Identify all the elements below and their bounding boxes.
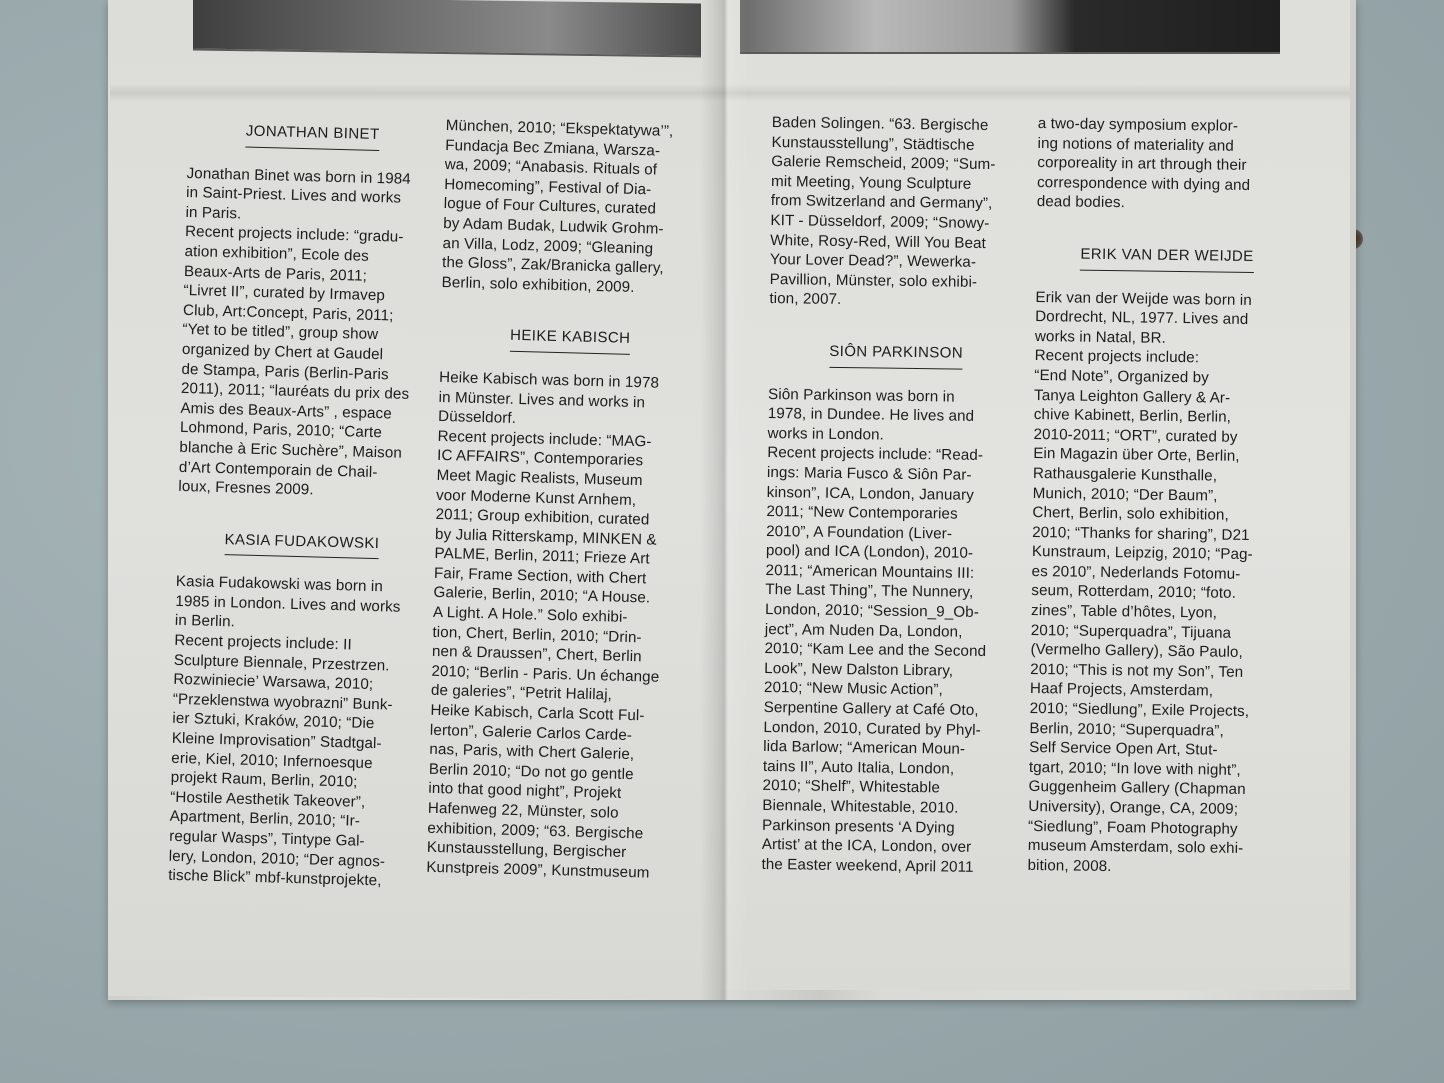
artist-heading: ERIK VAN DER WEIJDE	[1080, 245, 1254, 273]
artist-bio-continued: München, 2010; “Ekspektatywa’”, Fundacja Bec Zmiana, Warsza- wa, 2009; “Anabasis. Rituals of Homecoming”, Festival of Dia- logue of Four Cultures, curated by Adam Budak, Ludwik Grohm- an Villa, Lodz, 2009; “Gleaning the Gloss”, Zak/Branicka gallery, Berlin, solo exhibition, 2009.	[441, 116, 674, 296]
artist-bio-continued: a two-day symposium explor- ing notions of materiality and corporeality in art through their correspondence with dying and dead bodies.	[1036, 114, 1251, 212]
photo-strip-left	[193, 0, 701, 58]
artist-heading: SIÔN PARKINSON	[829, 342, 963, 369]
column-1	[168, 120, 438, 892]
artist-bio: Heike Kabisch was born in 1978 in Münster. Lives and works in Düsseldorf. Recent projects include: “MAG- IC AFFAIRS”, Contemporaries Meet Magic Realists, Museum voor Moderne Kunst Arnhem, 2011; Group exhibition, curated by Julia Ritterskamp, MINKEN & PALME, Berlin, 2011; Frieze Art Fair, Frame Section, with Chert Galerie, Berlin, 2010; “A House. A Light. A Hole.” Solo exhibi- tion, Chert, Berlin, 2010; “Drin- nen & Draussen”, Chert, Berlin 2010; “Berlin - Paris. Un échange de galeries”, “Petrit Halilaj, Heike Kabisch, Carla Scott Ful- lerton”, Galerie Carlos Carde- nas, Paris, with Chert Galerie, Berlin 2010; “Do not go gentle into that good night”, Projekt Hafenweg 22, Münster, solo exhibition, 2009; “63. Bergische Kunstausstellung, Bergischer Kunstpreis 2009”, Kunstmuseum	[426, 368, 660, 882]
artist-bio: Kasia Fudakowski was born in 1985 in London. Lives and works in Berlin. Recent projects include: II Sculpture Biennale, Przestrzen. Rozwiniecie’ Warsawa, 2010; “Przeklenstwa wyobrazni” Bunk- ier Sztuki, Kraków, 2010; “Die Kleine Improvisation” Stadtgal- erie, Kiel, 2010; Infernoesque projekt Raum, Berlin, 2010; “Hostile Aesthetik Takeover”, Apartment, Berlin, 2010; “Ir- regular Wasps”, Tintype Gal- lery, London, 2010; “Der agnos- tische Blick” mbf-kunstprojekte,	[167, 573, 401, 890]
artist-bio: Siôn Parkinson was born in 1978, in Dundee. He lives and works in London. Recent projects include: “Read- ings: Maria Fusco & Siôn Par- kinson”, ICA, London, January 2011; “New Contemporaries 2010”, A Foundation (Liver- pool) and ICA (London), 2010- 2011; “American Mountains III: The Last Thing”, The Nunnery, London, 2010; “Session_9_Ob- ject”, Am Nuden Da, London, 2010; “Kam Lee and the Second Look”, New Dalston Library, 2010; “New Music Action”, Serpentine Gallery at Café Oto, London, 2010, Curated by Phyl- lida Barlow; “American Moun- tains II”, Auto Italia, London, 2010; “Shelf”, Whitestable Biennale, Whitestable, 2010. Parkinson presents ‘A Dying Artist’ at the ICA, London, over the Easter weekend, April 2011	[761, 385, 987, 876]
artist-heading: JONATHAN BINET	[245, 122, 379, 151]
column-2	[426, 116, 706, 884]
artist-bio: Jonathan Binet was born in 1984 in Saint-Priest. Lives and works in Paris. Recent projects include: “gradu- ation exhibition”, Ecole des Beaux-Arts de Paris, 2011; “Livret II”, curated by Irmavep Club, Art:Concept, Paris, 2011; “Yet to be titled”, group show organized by Chert at Gaudel de Stampa, Paris (Berlin-Paris 2011), 2011; “lauréats du prix des Amis des Beaux-Arts” , espace Lohmond, Paris, 2010; “Carte blanche à Eric Suchère”, Maison d’Art Contemporain de Chail- loux, Fresnes 2009.	[178, 164, 412, 499]
column-4	[1027, 114, 1300, 879]
center-fold	[700, 0, 748, 1000]
artist-heading: HEIKE KABISCH	[510, 326, 631, 355]
photo-strip-right	[740, 0, 1280, 54]
artist-bio: Erik van der Weijde was born in Dordrecht, NL, 1977. Lives and works in Natal, BR. Recent projects include: “End Note”, Organized by Tanya Leighton Gallery & Ar- chive Kabinett, Berlin, Berlin, 2010-2011; “ORT”, curated by Ein Magazin über Orte, Berlin, Rathausgalerie Kunsthalle, Munich, 2010; “Der Baum”, Chert, Berlin, solo exhibition, 2010; “Thanks for sharing”, D21 Kunstraum, Leipzig, 2010; “Pag- es 2010”, Nederlands Fotomu- seum, Rotterdam, 2010; “foto. zines”, Table d’hôtes, Lyon, 2010; “Superquadra”, Tijuana (Vermelho Gallery), São Paulo, 2010; “This is not my Son”, Ten Haaf Projects, Amsterdam, 2010; “Siedlung”, Exile Projects, Berlin, 2010; “Superquadra”, Self Service Open Art, Stut- tgart, 2010; “In love with night”, Guggenheim Gallery (Chapman University), Orange, CA, 2009; “Siedlung”, Foam Photography museum Amsterdam, solo exhi- bition, 2008.	[1027, 288, 1253, 875]
column-3	[761, 113, 1027, 878]
artist-heading: KASIA FUDAKOWSKI	[224, 530, 379, 560]
artist-bio-continued: Baden Solingen. “63. Bergische Kunstausstellung”, Städtische Galerie Remscheid, 2009; “Sum- mit Meeting, Young Sculpture from Switzerland and Germany”, KIT - Düsseldorf, 2009; “Snowy- White, Rosy-Red, Will You Beat Your Lover Dead?”, Wewerka- Pavillion, Münster, solo exhibi- tion, 2007.	[769, 113, 996, 309]
